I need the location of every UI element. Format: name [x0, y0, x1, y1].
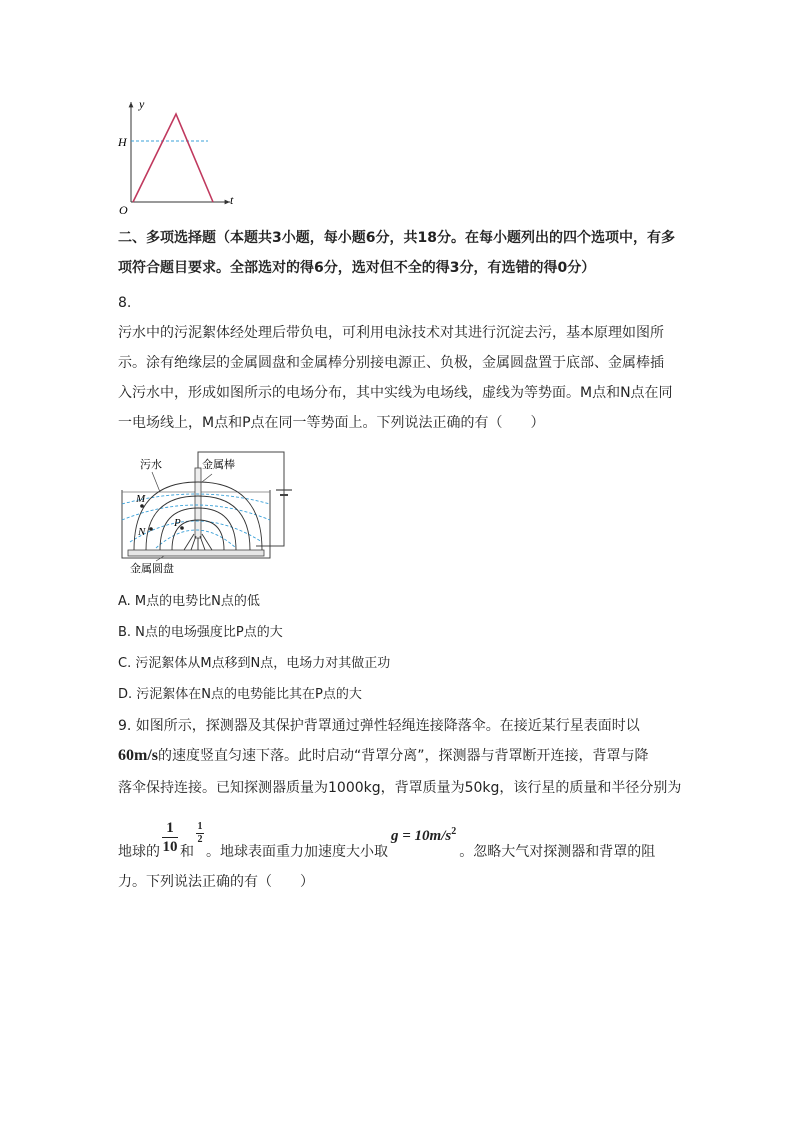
label-n: N	[138, 526, 146, 538]
q9-line4-b: 。地球表面重力加速度大小取	[206, 844, 388, 860]
q8-text-line1: 污水中的污泥絮体经处理后带负电，可利用电泳技术对其进行沉淀去污，基本原理如图所	[118, 325, 664, 341]
section2-heading-line2: 项符合题目要求。全部选对的得6分，选对但不全的得3分，有选错的得0分）	[118, 260, 596, 276]
q8-option-b: B. N点的电场强度比P点的大	[118, 625, 283, 640]
rod-label-pointer	[202, 474, 212, 482]
fraction-mass-num: 1	[166, 820, 174, 836]
q8-text-line2: 示。涂有绝缘层的金属圆盘和金属棒分别接电源正、负极，金属圆盘置于底部、金属棒插	[118, 355, 664, 371]
q9-text-line3: 落伞保持连接。已知探测器质量为1000kg，背罩质量为50kg，该行星的质量和半径分别为	[118, 780, 682, 796]
q9-speed: 60m/s	[118, 747, 158, 764]
h-label: H	[118, 135, 127, 149]
q9-line4-and: 和	[180, 844, 194, 860]
q8-text-line4: 一电场线上，M点和P点在同一等势面上。下列说法正确的有（ ）	[118, 415, 545, 431]
q9-line4-c: 。忽略大气对探测器和背罩的阻	[459, 844, 656, 860]
metal-disk	[128, 550, 264, 556]
q9-text-line4	[118, 820, 655, 864]
origin-label: O	[119, 203, 128, 217]
q9-text-line1: 9. 如图所示，探测器及其保护背罩通过弹性轻绳连接降落伞。在接近某行星表面时以	[118, 718, 640, 734]
metal-rod	[195, 468, 201, 538]
label-rod: 金属棒	[202, 458, 235, 471]
label-disk: 金属圆盘	[130, 562, 174, 575]
q8-option-a: A. M点的电势比N点的低	[118, 594, 260, 609]
q9-line2-rest: 的速度竖直匀速下落。此时启动“背罩分离”，探测器与背罩断开连接，背罩与降	[158, 748, 649, 764]
t-axis-label: t	[230, 193, 234, 207]
height-time-graph	[112, 96, 242, 218]
g-formula: $g = 10m/s^2$	[391, 826, 457, 844]
q9-line4-a: 地球的	[118, 844, 160, 860]
point-p	[180, 526, 184, 530]
water-label-pointer	[152, 472, 160, 492]
fraction-mass-den: 10	[162, 839, 178, 855]
q9-text-line5: 力。下列说法正确的有（ ）	[118, 874, 314, 890]
label-p: P	[174, 517, 181, 529]
g-exponent: 2	[451, 826, 457, 837]
fraction-radius-den: 2	[197, 834, 203, 845]
label-m: M	[136, 493, 146, 505]
y-axis-label: y	[139, 97, 145, 111]
point-n	[149, 527, 153, 531]
q8-text-line3: 入污水中，形成如图所示的电场分布，其中实线为电场线，虚线为等势面。M点和N点在同	[118, 385, 673, 401]
q8-option-c: C. 污泥絮体从M点移到N点，电场力对其做正功	[118, 656, 391, 671]
fraction-radius	[196, 822, 204, 845]
electrophoresis-field-diagram	[116, 446, 306, 580]
q8-number: 8.	[118, 295, 132, 311]
q8-option-d: D. 污泥絮体在N点的电势能比其在P点的大	[118, 687, 362, 702]
section2-heading-line1: 二、多项选择题（本题共3小题，每小题6分，共18分。在每小题列出的四个选项中，有多	[118, 230, 675, 246]
fraction-radius-num: 1	[197, 821, 203, 832]
trajectory-line	[133, 114, 213, 202]
fraction-mass	[162, 820, 178, 855]
q9-text-line2	[118, 746, 649, 766]
label-water: 污水	[140, 458, 162, 471]
